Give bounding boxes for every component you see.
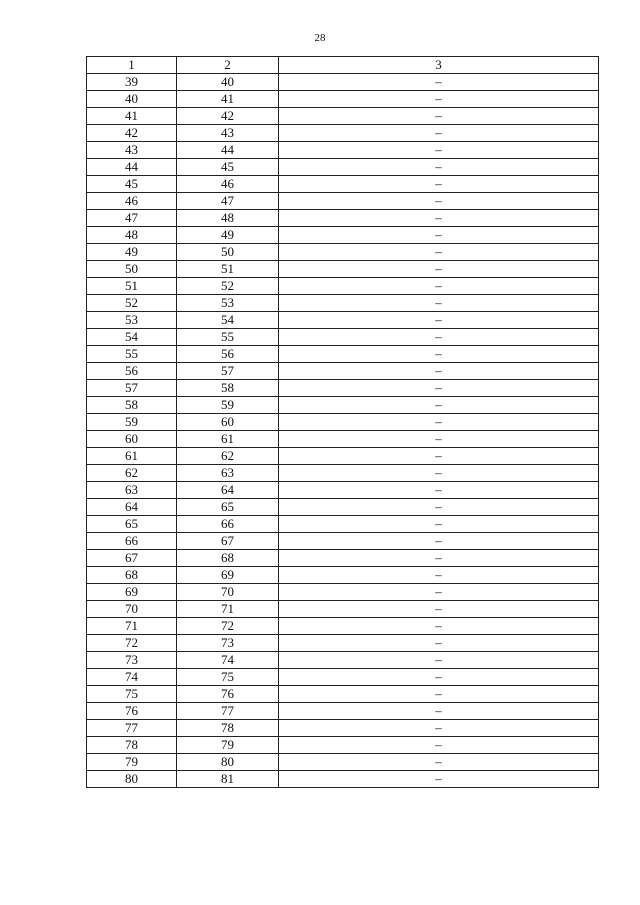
table-cell-col-2: 62 (177, 448, 279, 465)
table-row (87, 261, 599, 278)
table-row (87, 771, 599, 788)
table-row (87, 652, 599, 669)
table-cell-col-1: 72 (87, 635, 177, 652)
table-cell-col-2: 69 (177, 567, 279, 584)
table-cell-col-2: 76 (177, 686, 279, 703)
table-cell-col-1: 45 (87, 176, 177, 193)
table-cell-col-2: 75 (177, 669, 279, 686)
table-cell-col-2: 70 (177, 584, 279, 601)
table-row (87, 363, 599, 380)
table-row (87, 227, 599, 244)
table-cell-col-2: 57 (177, 363, 279, 380)
table-cell-col-3: – (279, 771, 599, 788)
column-header-1: 1 (87, 57, 177, 74)
table-cell-col-3: – (279, 567, 599, 584)
table-cell-col-3: – (279, 91, 599, 108)
table-cell-col-1: 75 (87, 686, 177, 703)
table-cell-col-2: 59 (177, 397, 279, 414)
table-cell-col-1: 78 (87, 737, 177, 754)
table-cell-col-1: 50 (87, 261, 177, 278)
table-cell-col-3: – (279, 465, 599, 482)
table-row (87, 74, 599, 91)
table-row (87, 533, 599, 550)
table-cell-col-2: 71 (177, 601, 279, 618)
page-number: 28 (314, 32, 326, 44)
data-table (86, 56, 599, 788)
table-cell-col-3: – (279, 414, 599, 431)
table-cell-col-1: 46 (87, 193, 177, 210)
table-cell-col-3: – (279, 516, 599, 533)
table-cell-col-2: 63 (177, 465, 279, 482)
table-cell-col-1: 55 (87, 346, 177, 363)
table-cell-col-1: 56 (87, 363, 177, 380)
table-cell-col-3: – (279, 159, 599, 176)
table-cell-col-3: – (279, 584, 599, 601)
table-cell-col-3: – (279, 533, 599, 550)
table-cell-col-1: 57 (87, 380, 177, 397)
table-row (87, 686, 599, 703)
table-cell-col-2: 41 (177, 91, 279, 108)
table-cell-col-2: 51 (177, 261, 279, 278)
table-cell-col-3: – (279, 278, 599, 295)
table-cell-col-3: – (279, 244, 599, 261)
table-cell-col-3: – (279, 142, 599, 159)
table-cell-col-1: 59 (87, 414, 177, 431)
table-cell-col-1: 69 (87, 584, 177, 601)
table-cell-col-1: 44 (87, 159, 177, 176)
table-row (87, 244, 599, 261)
table-cell-col-1: 66 (87, 533, 177, 550)
table-cell-col-3: – (279, 363, 599, 380)
table-cell-col-3: – (279, 499, 599, 516)
table-cell-col-1: 54 (87, 329, 177, 346)
table-cell-col-1: 52 (87, 295, 177, 312)
table-cell-col-3: – (279, 329, 599, 346)
table-cell-col-2: 80 (177, 754, 279, 771)
table-cell-col-3: – (279, 686, 599, 703)
table-row (87, 635, 599, 652)
table-cell-col-2: 54 (177, 312, 279, 329)
table-row (87, 295, 599, 312)
table-cell-col-1: 71 (87, 618, 177, 635)
table-row (87, 550, 599, 567)
table-cell-col-1: 40 (87, 91, 177, 108)
table-cell-col-2: 53 (177, 295, 279, 312)
table-cell-col-2: 77 (177, 703, 279, 720)
table-row (87, 465, 599, 482)
table-cell-col-1: 73 (87, 652, 177, 669)
table-row (87, 176, 599, 193)
table-cell-col-2: 74 (177, 652, 279, 669)
table-cell-col-2: 81 (177, 771, 279, 788)
table-cell-col-3: – (279, 74, 599, 91)
table-cell-col-3: – (279, 737, 599, 754)
table-row (87, 329, 599, 346)
table-cell-col-1: 58 (87, 397, 177, 414)
table-row (87, 499, 599, 516)
table-header (87, 57, 599, 74)
table-cell-col-1: 63 (87, 482, 177, 499)
table-cell-col-2: 72 (177, 618, 279, 635)
table-row (87, 516, 599, 533)
table-row (87, 91, 599, 108)
table-cell-col-3: – (279, 397, 599, 414)
table-cell-col-3: – (279, 261, 599, 278)
table-cell-col-3: – (279, 618, 599, 635)
table-cell-col-1: 39 (87, 74, 177, 91)
table-cell-col-1: 76 (87, 703, 177, 720)
table-cell-col-2: 40 (177, 74, 279, 91)
table-cell-col-2: 79 (177, 737, 279, 754)
table-row (87, 397, 599, 414)
table-cell-col-1: 77 (87, 720, 177, 737)
table-row (87, 193, 599, 210)
table-cell-col-3: – (279, 227, 599, 244)
table-cell-col-3: – (279, 448, 599, 465)
table-cell-col-1: 80 (87, 771, 177, 788)
table-row (87, 125, 599, 142)
header-row (87, 57, 599, 74)
table-cell-col-3: – (279, 754, 599, 771)
table-cell-col-1: 64 (87, 499, 177, 516)
table-cell-col-1: 41 (87, 108, 177, 125)
table-row (87, 312, 599, 329)
table-row (87, 448, 599, 465)
table-cell-col-2: 66 (177, 516, 279, 533)
table-cell-col-1: 60 (87, 431, 177, 448)
table-cell-col-1: 53 (87, 312, 177, 329)
table-cell-col-2: 55 (177, 329, 279, 346)
table-cell-col-2: 52 (177, 278, 279, 295)
table-row (87, 567, 599, 584)
table-cell-col-2: 45 (177, 159, 279, 176)
table-cell-col-1: 68 (87, 567, 177, 584)
table-row (87, 601, 599, 618)
table-cell-col-1: 62 (87, 465, 177, 482)
table-cell-col-1: 47 (87, 210, 177, 227)
table-cell-col-2: 46 (177, 176, 279, 193)
table-cell-col-3: – (279, 703, 599, 720)
table-row (87, 346, 599, 363)
table-cell-col-3: – (279, 720, 599, 737)
table-row (87, 278, 599, 295)
table-cell-col-1: 70 (87, 601, 177, 618)
column-header-3: 3 (279, 57, 599, 74)
column-header-2: 2 (177, 57, 279, 74)
table-cell-col-3: – (279, 482, 599, 499)
table-row (87, 720, 599, 737)
table-cell-col-1: 42 (87, 125, 177, 142)
table-row (87, 754, 599, 771)
table-row (87, 669, 599, 686)
table-cell-col-1: 67 (87, 550, 177, 567)
table-cell-col-2: 50 (177, 244, 279, 261)
table-row (87, 380, 599, 397)
table-cell-col-1: 79 (87, 754, 177, 771)
table-cell-col-1: 43 (87, 142, 177, 159)
table-row (87, 482, 599, 499)
table-cell-col-2: 61 (177, 431, 279, 448)
table-cell-col-1: 49 (87, 244, 177, 261)
table-cell-col-2: 58 (177, 380, 279, 397)
table-cell-col-3: – (279, 550, 599, 567)
table-cell-col-2: 47 (177, 193, 279, 210)
table-cell-col-2: 67 (177, 533, 279, 550)
table-cell-col-3: – (279, 652, 599, 669)
table-cell-col-1: 61 (87, 448, 177, 465)
table-row (87, 210, 599, 227)
table-row (87, 618, 599, 635)
table-row (87, 584, 599, 601)
table-row (87, 414, 599, 431)
table-cell-col-3: – (279, 176, 599, 193)
table-cell-col-3: – (279, 601, 599, 618)
table-cell-col-2: 73 (177, 635, 279, 652)
table-cell-col-2: 42 (177, 108, 279, 125)
table-cell-col-3: – (279, 312, 599, 329)
table-row (87, 108, 599, 125)
table-cell-col-2: 60 (177, 414, 279, 431)
table-cell-col-1: 74 (87, 669, 177, 686)
table-row (87, 703, 599, 720)
table-row (87, 159, 599, 176)
table-row (87, 737, 599, 754)
table-cell-col-2: 48 (177, 210, 279, 227)
table-cell-col-3: – (279, 346, 599, 363)
table-cell-col-2: 68 (177, 550, 279, 567)
table-row (87, 142, 599, 159)
table-cell-col-3: – (279, 635, 599, 652)
table-cell-col-3: – (279, 431, 599, 448)
table-cell-col-2: 56 (177, 346, 279, 363)
table-cell-col-3: – (279, 295, 599, 312)
table-cell-col-3: – (279, 193, 599, 210)
table-cell-col-1: 51 (87, 278, 177, 295)
table-cell-col-3: – (279, 380, 599, 397)
table-cell-col-2: 44 (177, 142, 279, 159)
table-cell-col-1: 65 (87, 516, 177, 533)
table-cell-col-3: – (279, 210, 599, 227)
table-cell-col-2: 49 (177, 227, 279, 244)
table-cell-col-3: – (279, 669, 599, 686)
table-cell-col-2: 64 (177, 482, 279, 499)
table-cell-col-2: 43 (177, 125, 279, 142)
table-cell-col-3: – (279, 108, 599, 125)
table-cell-col-1: 48 (87, 227, 177, 244)
table-body (87, 74, 599, 788)
table-cell-col-2: 78 (177, 720, 279, 737)
table-cell-col-2: 65 (177, 499, 279, 516)
table-row (87, 431, 599, 448)
table-cell-col-3: – (279, 125, 599, 142)
